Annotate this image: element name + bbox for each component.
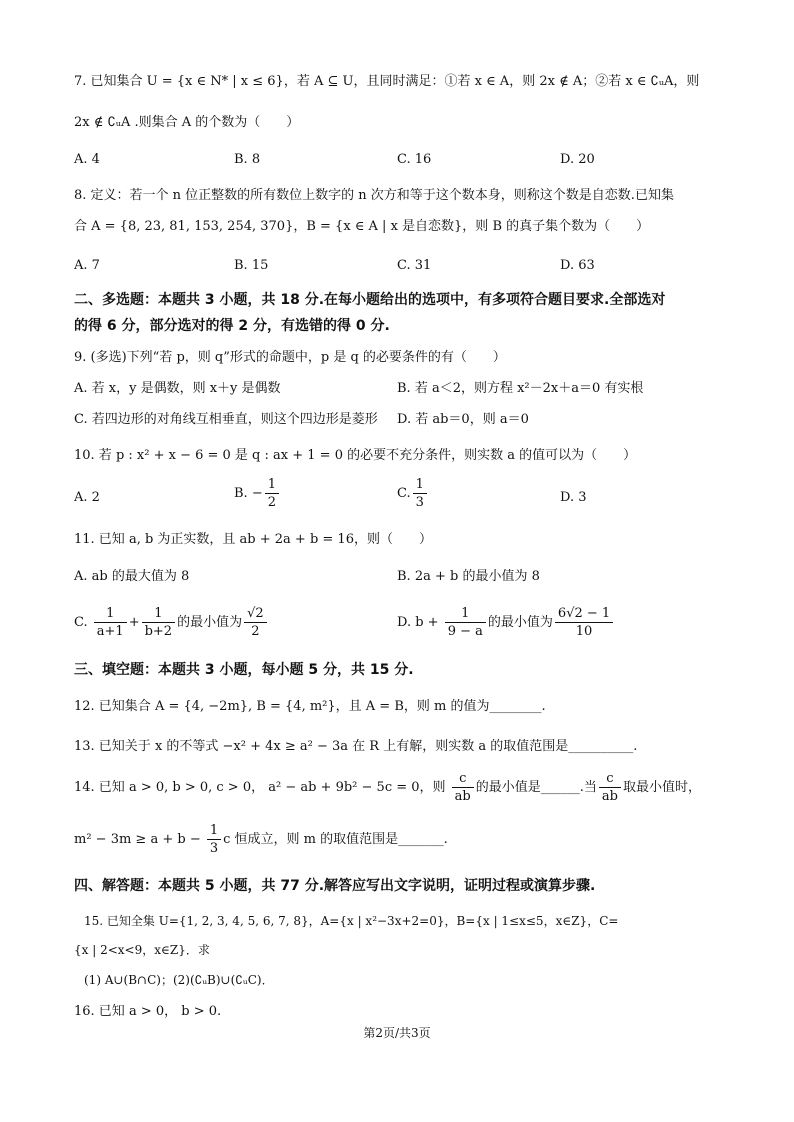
q7-option-d: D. 20 [560, 152, 595, 167]
q9-option-d: D. 若 ab＝0，则 a＝0 [397, 412, 529, 427]
q8-option-c: C. 31 [397, 258, 432, 273]
q11-stem: 11. 已知 a, b 为正实数，且 ab + 2a + b = 16，则（ ） [74, 532, 432, 547]
q10-option-a: A. 2 [74, 490, 100, 505]
section-4-heading: 四、解答题：本题共 5 小题，共 77 分.解答应写出文字说明，证明过程或演算步骤. [74, 878, 596, 894]
q11-option-c: C. $\frac{1}{a+1}$ + $\frac{1}{b+2}$ 的最小值为 $\frac{√2}{2}$ [74, 605, 269, 640]
page-footer: 第2页/共3页 [363, 1026, 431, 1040]
q14-line2: m² − 3m ≥ a + b − $\frac{1}{3}$ c 恒成立，则 m 的取值范围是_______. [74, 823, 448, 856]
q9-stem: 9. (多选)下列“若 p，则 q”形式的命题中，p 是 q 的必要条件的有（ ） [74, 350, 506, 365]
section-3-heading: 三、填空题：本题共 3 小题，每小题 5 分，共 15 分. [74, 662, 414, 678]
q9-option-b: B. 若 a＜2，则方程 x²－2x＋a＝0 有实根 [397, 381, 644, 396]
q7-option-c: C. 16 [397, 152, 432, 167]
section-2-heading-line1: 二、多选题：本题共 3 小题，共 18 分.在每小题给出的选项中，有多项符合题目要求.全部选对 [74, 292, 666, 308]
q11-option-b: B. 2a + b 的最小值为 8 [397, 569, 540, 584]
q8-line2: 合 A = {8, 23, 81, 153, 254, 370}，B = {x ∈ A | x 是自恋数}，则 B 的真子集个数为（ ） [74, 219, 650, 234]
q7-line1: 7. 已知集合 U = {x ∈ N* | x ≤ 6}，若 A ⊆ U，且同时满足：①若 x ∈ A，则 2x ∉ A；②若 x ∈ ∁ᵤA，则 [74, 74, 700, 89]
q10-option-b-fraction: $\frac{1}{2}$ [265, 476, 279, 511]
q8-option-a: A. 7 [74, 258, 100, 273]
q7-option-b: B. 8 [234, 152, 261, 167]
q14-line1: 14. 已知 a > 0, b > 0, c > 0， a² − ab + 9b² − 5c = 0，则 $\frac{c}{ab}$ 的最小值是______.当 $\frac{c}{ab}$ 取最小值时， [74, 771, 701, 804]
q8-line1: 8. 定义：若一个 n 位正整数的所有数位上数字的 n 次方和等于这个数本身，则称这个数是自恋数.已知集 [74, 188, 674, 203]
q10-option-c-fraction: $\frac{1}{3}$ [413, 476, 427, 511]
q10-option-d: D. 3 [560, 490, 587, 505]
q11-option-a: A. ab 的最大值为 8 [74, 569, 190, 584]
q12-text: 12. 已知集合 A = {4, −2m}, B = {4, m²}，且 A = B，则 m 的值为________. [74, 699, 546, 714]
q8-option-b: B. 15 [234, 258, 269, 273]
q13-text: 13. 已知关于 x 的不等式 −x² + 4x ≥ a² − 3a 在 R 上有解，则实数 a 的取值范围是__________. [74, 739, 638, 754]
q15-line2: {x | 2<x<9，x∈Z}．求 [74, 943, 210, 957]
q8-option-d: D. 63 [560, 258, 595, 273]
q15-line1: 15. 已知全集 U={1, 2, 3, 4, 5, 6, 7, 8}，A={x | x²−3x+2=0}，B={x | 1≤x≤5，x∈Z}，C= [84, 914, 619, 928]
q10-option-c: C. $\frac{1}{3}$ [397, 476, 429, 511]
q11-option-d: D. b + $\frac{1}{9 - a}$ 的最小值为 $\frac{6√2 - 1}{10}$ [397, 605, 615, 640]
q7-line2: 2x ∉ ∁ᵤA .则集合 A 的个数为（ ） [74, 115, 300, 130]
q16-text: 16. 已知 a > 0， b > 0. [74, 1004, 222, 1019]
q9-option-a: A. 若 x，y 是偶数，则 x＋y 是偶数 [74, 381, 281, 396]
q15-line3: (1) A∪(B∩C)；(2)(∁ᵤB)∪(∁ᵤC)． [84, 973, 274, 987]
section-2-heading-line2: 的得 6 分，部分选对的得 2 分，有选错的得 0 分. [74, 318, 390, 334]
q9-option-c: C. 若四边形的对角线互相垂直，则这个四边形是菱形 [74, 412, 378, 427]
q7-option-a: A. 4 [74, 152, 100, 167]
q10-stem: 10. 若 p : x² + x − 6 = 0 是 q : ax + 1 = 0 的必要不充分条件，则实数 a 的值可以为（ ） [74, 448, 637, 463]
q10-option-b: B. − $\frac{1}{2}$ [234, 476, 281, 511]
